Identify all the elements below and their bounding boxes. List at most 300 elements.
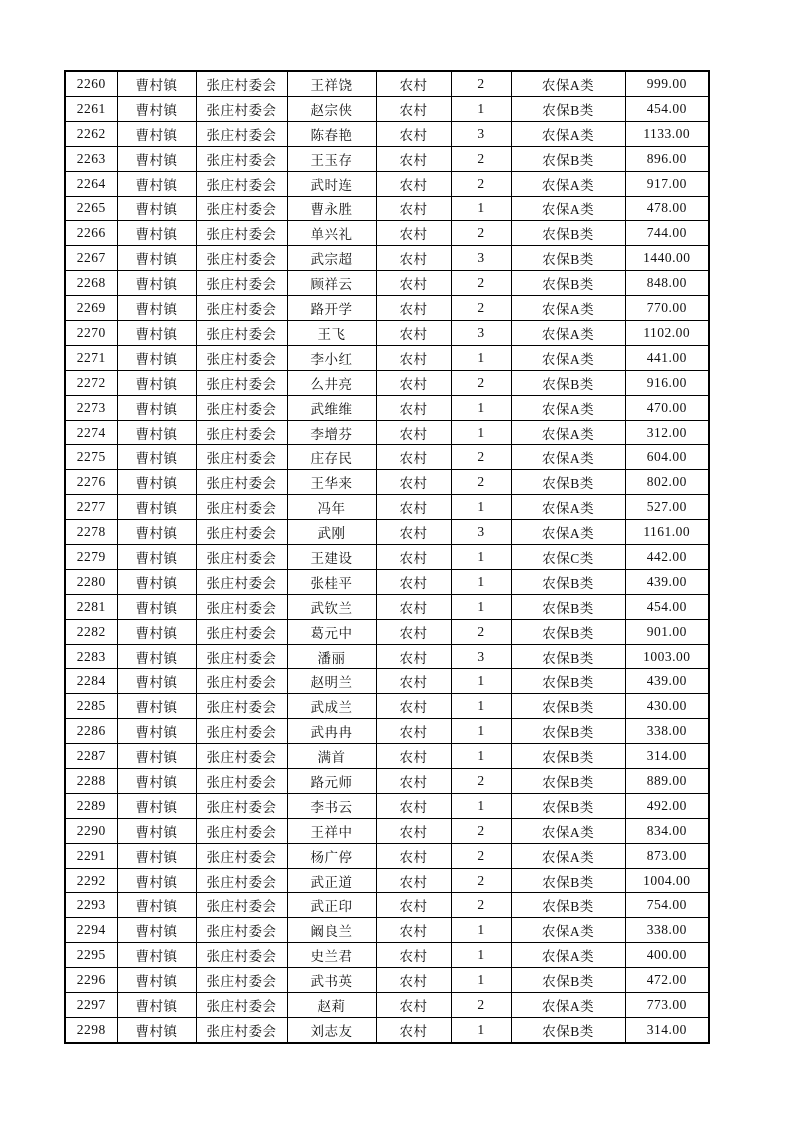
table-row xyxy=(65,221,709,246)
cell-household-type: 农村 xyxy=(376,719,451,744)
cell-amount: 338.00 xyxy=(625,719,709,744)
cell-person-name: 王华来 xyxy=(287,470,376,495)
cell-household-type: 农村 xyxy=(376,146,451,171)
cell-insurance-category: 农保B类 xyxy=(511,644,625,669)
cell-serial-number: 2274 xyxy=(65,420,117,445)
cell-insurance-category: 农保A类 xyxy=(511,296,625,321)
cell-town: 曹村镇 xyxy=(117,345,196,370)
cell-amount: 472.00 xyxy=(625,968,709,993)
cell-household-type: 农村 xyxy=(376,321,451,346)
cell-person-name: 武钦兰 xyxy=(287,594,376,619)
cell-town: 曹村镇 xyxy=(117,321,196,346)
cell-town: 曹村镇 xyxy=(117,918,196,943)
cell-serial-number: 2273 xyxy=(65,395,117,420)
cell-household-type: 农村 xyxy=(376,271,451,296)
cell-insurance-category: 农保A类 xyxy=(511,395,625,420)
table-row xyxy=(65,918,709,943)
cell-person-count: 2 xyxy=(451,818,511,843)
cell-insurance-category: 农保A类 xyxy=(511,943,625,968)
cell-person-count: 2 xyxy=(451,868,511,893)
cell-person-name: 武宗超 xyxy=(287,246,376,271)
cell-household-type: 农村 xyxy=(376,520,451,545)
cell-amount: 1133.00 xyxy=(625,121,709,146)
cell-serial-number: 2262 xyxy=(65,121,117,146)
cell-insurance-category: 农保A类 xyxy=(511,495,625,520)
cell-amount: 478.00 xyxy=(625,196,709,221)
cell-serial-number: 2283 xyxy=(65,644,117,669)
cell-person-name: 曹永胜 xyxy=(287,196,376,221)
cell-village-committee: 张庄村委会 xyxy=(196,1017,287,1043)
cell-town: 曹村镇 xyxy=(117,495,196,520)
cell-household-type: 农村 xyxy=(376,818,451,843)
cell-person-count: 2 xyxy=(451,171,511,196)
cell-insurance-category: 农保B类 xyxy=(511,569,625,594)
cell-amount: 916.00 xyxy=(625,370,709,395)
cell-village-committee: 张庄村委会 xyxy=(196,96,287,121)
cell-insurance-category: 农保C类 xyxy=(511,545,625,570)
cell-amount: 454.00 xyxy=(625,96,709,121)
cell-town: 曹村镇 xyxy=(117,121,196,146)
cell-serial-number: 2278 xyxy=(65,520,117,545)
cell-village-committee: 张庄村委会 xyxy=(196,918,287,943)
cell-person-name: 路开学 xyxy=(287,296,376,321)
cell-amount: 889.00 xyxy=(625,769,709,794)
cell-serial-number: 2268 xyxy=(65,271,117,296)
table-row xyxy=(65,818,709,843)
table-row xyxy=(65,271,709,296)
table-row xyxy=(65,246,709,271)
cell-insurance-category: 农保A类 xyxy=(511,420,625,445)
cell-village-committee: 张庄村委会 xyxy=(196,694,287,719)
cell-village-committee: 张庄村委会 xyxy=(196,520,287,545)
cell-person-name: 王玉存 xyxy=(287,146,376,171)
cell-serial-number: 2286 xyxy=(65,719,117,744)
cell-serial-number: 2281 xyxy=(65,594,117,619)
cell-person-count: 2 xyxy=(451,271,511,296)
cell-serial-number: 2266 xyxy=(65,221,117,246)
cell-town: 曹村镇 xyxy=(117,420,196,445)
cell-village-committee: 张庄村委会 xyxy=(196,296,287,321)
cell-person-count: 2 xyxy=(451,296,511,321)
cell-serial-number: 2290 xyxy=(65,818,117,843)
cell-person-count: 1 xyxy=(451,594,511,619)
cell-serial-number: 2284 xyxy=(65,669,117,694)
cell-village-committee: 张庄村委会 xyxy=(196,619,287,644)
cell-insurance-category: 农保A类 xyxy=(511,321,625,346)
cell-person-count: 1 xyxy=(451,569,511,594)
cell-village-committee: 张庄村委会 xyxy=(196,594,287,619)
cell-person-name: 武书英 xyxy=(287,968,376,993)
cell-insurance-category: 农保B类 xyxy=(511,669,625,694)
cell-serial-number: 2261 xyxy=(65,96,117,121)
cell-amount: 754.00 xyxy=(625,893,709,918)
cell-person-name: 杨广停 xyxy=(287,843,376,868)
cell-town: 曹村镇 xyxy=(117,470,196,495)
cell-town: 曹村镇 xyxy=(117,893,196,918)
cell-village-committee: 张庄村委会 xyxy=(196,246,287,271)
cell-insurance-category: 农保B类 xyxy=(511,793,625,818)
cell-person-count: 1 xyxy=(451,918,511,943)
cell-village-committee: 张庄村委会 xyxy=(196,769,287,794)
cell-insurance-category: 农保A类 xyxy=(511,196,625,221)
table-row xyxy=(65,744,709,769)
cell-person-count: 1 xyxy=(451,694,511,719)
cell-village-committee: 张庄村委会 xyxy=(196,420,287,445)
cell-person-name: 陈春艳 xyxy=(287,121,376,146)
cell-amount: 439.00 xyxy=(625,669,709,694)
cell-town: 曹村镇 xyxy=(117,370,196,395)
cell-amount: 527.00 xyxy=(625,495,709,520)
cell-serial-number: 2291 xyxy=(65,843,117,868)
cell-town: 曹村镇 xyxy=(117,594,196,619)
cell-town: 曹村镇 xyxy=(117,271,196,296)
cell-town: 曹村镇 xyxy=(117,744,196,769)
table-row xyxy=(65,843,709,868)
cell-household-type: 农村 xyxy=(376,943,451,968)
cell-village-committee: 张庄村委会 xyxy=(196,993,287,1018)
cell-person-count: 2 xyxy=(451,993,511,1018)
table-row xyxy=(65,569,709,594)
cell-village-committee: 张庄村委会 xyxy=(196,370,287,395)
cell-household-type: 农村 xyxy=(376,569,451,594)
cell-person-name: 武正道 xyxy=(287,868,376,893)
cell-person-name: 葛元中 xyxy=(287,619,376,644)
cell-person-name: 武成兰 xyxy=(287,694,376,719)
cell-person-name: 武冉冉 xyxy=(287,719,376,744)
cell-household-type: 农村 xyxy=(376,793,451,818)
cell-household-type: 农村 xyxy=(376,221,451,246)
cell-amount: 1004.00 xyxy=(625,868,709,893)
cell-person-count: 2 xyxy=(451,619,511,644)
cell-person-name: 赵宗侠 xyxy=(287,96,376,121)
cell-serial-number: 2298 xyxy=(65,1017,117,1043)
cell-village-committee: 张庄村委会 xyxy=(196,146,287,171)
cell-village-committee: 张庄村委会 xyxy=(196,470,287,495)
cell-serial-number: 2282 xyxy=(65,619,117,644)
cell-town: 曹村镇 xyxy=(117,769,196,794)
cell-household-type: 农村 xyxy=(376,545,451,570)
cell-town: 曹村镇 xyxy=(117,694,196,719)
cell-amount: 338.00 xyxy=(625,918,709,943)
cell-person-name: 史兰君 xyxy=(287,943,376,968)
cell-amount: 773.00 xyxy=(625,993,709,1018)
cell-town: 曹村镇 xyxy=(117,793,196,818)
cell-village-committee: 张庄村委会 xyxy=(196,495,287,520)
cell-person-name: 赵明兰 xyxy=(287,669,376,694)
cell-town: 曹村镇 xyxy=(117,395,196,420)
cell-insurance-category: 农保B类 xyxy=(511,594,625,619)
cell-insurance-category: 农保B类 xyxy=(511,619,625,644)
cell-town: 曹村镇 xyxy=(117,296,196,321)
cell-insurance-category: 农保B类 xyxy=(511,96,625,121)
cell-village-committee: 张庄村委会 xyxy=(196,171,287,196)
cell-amount: 802.00 xyxy=(625,470,709,495)
cell-person-count: 2 xyxy=(451,146,511,171)
table-row xyxy=(65,420,709,445)
cell-household-type: 农村 xyxy=(376,843,451,868)
cell-household-type: 农村 xyxy=(376,345,451,370)
cell-serial-number: 2269 xyxy=(65,296,117,321)
cell-village-committee: 张庄村委会 xyxy=(196,744,287,769)
table-row xyxy=(65,968,709,993)
cell-person-name: 王飞 xyxy=(287,321,376,346)
cell-insurance-category: 农保A类 xyxy=(511,171,625,196)
cell-town: 曹村镇 xyxy=(117,520,196,545)
table-row xyxy=(65,495,709,520)
cell-village-committee: 张庄村委会 xyxy=(196,793,287,818)
cell-amount: 999.00 xyxy=(625,71,709,96)
table-row xyxy=(65,321,709,346)
table-row xyxy=(65,769,709,794)
cell-person-count: 1 xyxy=(451,196,511,221)
cell-person-name: 阚良兰 xyxy=(287,918,376,943)
cell-serial-number: 2260 xyxy=(65,71,117,96)
cell-serial-number: 2296 xyxy=(65,968,117,993)
cell-person-count: 1 xyxy=(451,719,511,744)
table-row xyxy=(65,395,709,420)
cell-town: 曹村镇 xyxy=(117,96,196,121)
cell-insurance-category: 农保B类 xyxy=(511,719,625,744)
cell-household-type: 农村 xyxy=(376,171,451,196)
cell-household-type: 农村 xyxy=(376,968,451,993)
cell-town: 曹村镇 xyxy=(117,644,196,669)
cell-amount: 442.00 xyxy=(625,545,709,570)
cell-serial-number: 2263 xyxy=(65,146,117,171)
table-row xyxy=(65,345,709,370)
cell-insurance-category: 农保B类 xyxy=(511,1017,625,1043)
cell-person-count: 3 xyxy=(451,644,511,669)
cell-person-name: 么井亮 xyxy=(287,370,376,395)
cell-amount: 430.00 xyxy=(625,694,709,719)
cell-person-count: 1 xyxy=(451,793,511,818)
cell-amount: 604.00 xyxy=(625,445,709,470)
table-row xyxy=(65,470,709,495)
cell-insurance-category: 农保B类 xyxy=(511,968,625,993)
cell-serial-number: 2277 xyxy=(65,495,117,520)
table-row xyxy=(65,719,709,744)
table-row xyxy=(65,868,709,893)
cell-person-count: 1 xyxy=(451,943,511,968)
cell-household-type: 农村 xyxy=(376,993,451,1018)
table-row xyxy=(65,146,709,171)
cell-household-type: 农村 xyxy=(376,669,451,694)
cell-person-count: 2 xyxy=(451,370,511,395)
cell-household-type: 农村 xyxy=(376,918,451,943)
cell-town: 曹村镇 xyxy=(117,1017,196,1043)
cell-village-committee: 张庄村委会 xyxy=(196,221,287,246)
cell-amount: 917.00 xyxy=(625,171,709,196)
cell-person-count: 1 xyxy=(451,545,511,570)
cell-serial-number: 2289 xyxy=(65,793,117,818)
cell-household-type: 农村 xyxy=(376,445,451,470)
cell-amount: 439.00 xyxy=(625,569,709,594)
cell-amount: 770.00 xyxy=(625,296,709,321)
cell-town: 曹村镇 xyxy=(117,619,196,644)
cell-household-type: 农村 xyxy=(376,470,451,495)
cell-serial-number: 2276 xyxy=(65,470,117,495)
cell-household-type: 农村 xyxy=(376,370,451,395)
insurance-benefits-table xyxy=(64,70,710,1044)
cell-insurance-category: 农保A类 xyxy=(511,918,625,943)
cell-village-committee: 张庄村委会 xyxy=(196,868,287,893)
cell-insurance-category: 农保B类 xyxy=(511,893,625,918)
cell-household-type: 农村 xyxy=(376,769,451,794)
cell-amount: 441.00 xyxy=(625,345,709,370)
cell-town: 曹村镇 xyxy=(117,569,196,594)
cell-amount: 1003.00 xyxy=(625,644,709,669)
cell-village-committee: 张庄村委会 xyxy=(196,321,287,346)
cell-person-name: 刘志友 xyxy=(287,1017,376,1043)
cell-household-type: 农村 xyxy=(376,868,451,893)
cell-person-name: 张桂平 xyxy=(287,569,376,594)
cell-insurance-category: 农保B类 xyxy=(511,146,625,171)
cell-household-type: 农村 xyxy=(376,96,451,121)
cell-person-name: 潘丽 xyxy=(287,644,376,669)
cell-person-name: 满首 xyxy=(287,744,376,769)
cell-person-name: 武维维 xyxy=(287,395,376,420)
cell-person-name: 李书云 xyxy=(287,793,376,818)
cell-household-type: 农村 xyxy=(376,196,451,221)
cell-insurance-category: 农保A类 xyxy=(511,445,625,470)
cell-insurance-category: 农保B类 xyxy=(511,221,625,246)
cell-person-name: 武时连 xyxy=(287,171,376,196)
cell-person-count: 1 xyxy=(451,669,511,694)
cell-insurance-category: 农保B类 xyxy=(511,769,625,794)
table-row xyxy=(65,694,709,719)
cell-person-name: 单兴礼 xyxy=(287,221,376,246)
cell-village-committee: 张庄村委会 xyxy=(196,719,287,744)
cell-village-committee: 张庄村委会 xyxy=(196,196,287,221)
table-row xyxy=(65,793,709,818)
cell-serial-number: 2279 xyxy=(65,545,117,570)
cell-person-count: 3 xyxy=(451,321,511,346)
cell-serial-number: 2288 xyxy=(65,769,117,794)
cell-village-committee: 张庄村委会 xyxy=(196,345,287,370)
cell-village-committee: 张庄村委会 xyxy=(196,445,287,470)
cell-household-type: 农村 xyxy=(376,395,451,420)
cell-village-committee: 张庄村委会 xyxy=(196,121,287,146)
table-row xyxy=(65,893,709,918)
cell-village-committee: 张庄村委会 xyxy=(196,669,287,694)
cell-amount: 492.00 xyxy=(625,793,709,818)
cell-person-count: 1 xyxy=(451,420,511,445)
cell-amount: 744.00 xyxy=(625,221,709,246)
cell-insurance-category: 农保A类 xyxy=(511,71,625,96)
cell-serial-number: 2297 xyxy=(65,993,117,1018)
cell-person-count: 2 xyxy=(451,843,511,868)
cell-household-type: 农村 xyxy=(376,694,451,719)
cell-person-count: 1 xyxy=(451,744,511,769)
cell-serial-number: 2264 xyxy=(65,171,117,196)
cell-town: 曹村镇 xyxy=(117,818,196,843)
cell-amount: 454.00 xyxy=(625,594,709,619)
cell-person-name: 赵莉 xyxy=(287,993,376,1018)
cell-insurance-category: 农保B类 xyxy=(511,694,625,719)
cell-person-name: 武正印 xyxy=(287,893,376,918)
cell-household-type: 农村 xyxy=(376,644,451,669)
cell-amount: 1102.00 xyxy=(625,321,709,346)
cell-amount: 314.00 xyxy=(625,744,709,769)
table-row xyxy=(65,171,709,196)
cell-village-committee: 张庄村委会 xyxy=(196,968,287,993)
cell-town: 曹村镇 xyxy=(117,246,196,271)
cell-household-type: 农村 xyxy=(376,594,451,619)
cell-insurance-category: 农保B类 xyxy=(511,370,625,395)
cell-person-count: 3 xyxy=(451,520,511,545)
table-row xyxy=(65,644,709,669)
cell-household-type: 农村 xyxy=(376,71,451,96)
cell-insurance-category: 农保B类 xyxy=(511,744,625,769)
cell-person-name: 武刚 xyxy=(287,520,376,545)
cell-person-count: 1 xyxy=(451,968,511,993)
cell-serial-number: 2272 xyxy=(65,370,117,395)
cell-person-count: 2 xyxy=(451,71,511,96)
cell-amount: 400.00 xyxy=(625,943,709,968)
table-row xyxy=(65,445,709,470)
cell-village-committee: 张庄村委会 xyxy=(196,271,287,296)
cell-serial-number: 2275 xyxy=(65,445,117,470)
cell-person-name: 王建设 xyxy=(287,545,376,570)
cell-village-committee: 张庄村委会 xyxy=(196,395,287,420)
cell-person-count: 2 xyxy=(451,445,511,470)
cell-serial-number: 2294 xyxy=(65,918,117,943)
cell-insurance-category: 农保B类 xyxy=(511,868,625,893)
cell-household-type: 农村 xyxy=(376,121,451,146)
cell-serial-number: 2265 xyxy=(65,196,117,221)
cell-town: 曹村镇 xyxy=(117,843,196,868)
cell-serial-number: 2270 xyxy=(65,321,117,346)
cell-town: 曹村镇 xyxy=(117,719,196,744)
table-row xyxy=(65,370,709,395)
cell-person-name: 顾祥云 xyxy=(287,271,376,296)
table-row xyxy=(65,96,709,121)
cell-serial-number: 2267 xyxy=(65,246,117,271)
cell-insurance-category: 农保A类 xyxy=(511,121,625,146)
cell-person-count: 2 xyxy=(451,893,511,918)
cell-person-count: 1 xyxy=(451,395,511,420)
cell-village-committee: 张庄村委会 xyxy=(196,644,287,669)
table-row xyxy=(65,669,709,694)
cell-village-committee: 张庄村委会 xyxy=(196,545,287,570)
table-row xyxy=(65,520,709,545)
cell-serial-number: 2287 xyxy=(65,744,117,769)
cell-household-type: 农村 xyxy=(376,495,451,520)
cell-insurance-category: 农保A类 xyxy=(511,993,625,1018)
table-row xyxy=(65,943,709,968)
cell-town: 曹村镇 xyxy=(117,221,196,246)
cell-household-type: 农村 xyxy=(376,744,451,769)
table-row xyxy=(65,196,709,221)
table-row xyxy=(65,619,709,644)
table-row xyxy=(65,993,709,1018)
cell-person-count: 1 xyxy=(451,495,511,520)
cell-person-name: 李小红 xyxy=(287,345,376,370)
cell-town: 曹村镇 xyxy=(117,868,196,893)
cell-amount: 848.00 xyxy=(625,271,709,296)
cell-household-type: 农村 xyxy=(376,246,451,271)
cell-amount: 834.00 xyxy=(625,818,709,843)
table-row xyxy=(65,594,709,619)
cell-serial-number: 2292 xyxy=(65,868,117,893)
cell-person-count: 1 xyxy=(451,345,511,370)
cell-town: 曹村镇 xyxy=(117,71,196,96)
table-row xyxy=(65,296,709,321)
table-body xyxy=(65,71,709,1043)
cell-town: 曹村镇 xyxy=(117,669,196,694)
cell-insurance-category: 农保B类 xyxy=(511,271,625,296)
cell-insurance-category: 农保B类 xyxy=(511,246,625,271)
cell-amount: 896.00 xyxy=(625,146,709,171)
